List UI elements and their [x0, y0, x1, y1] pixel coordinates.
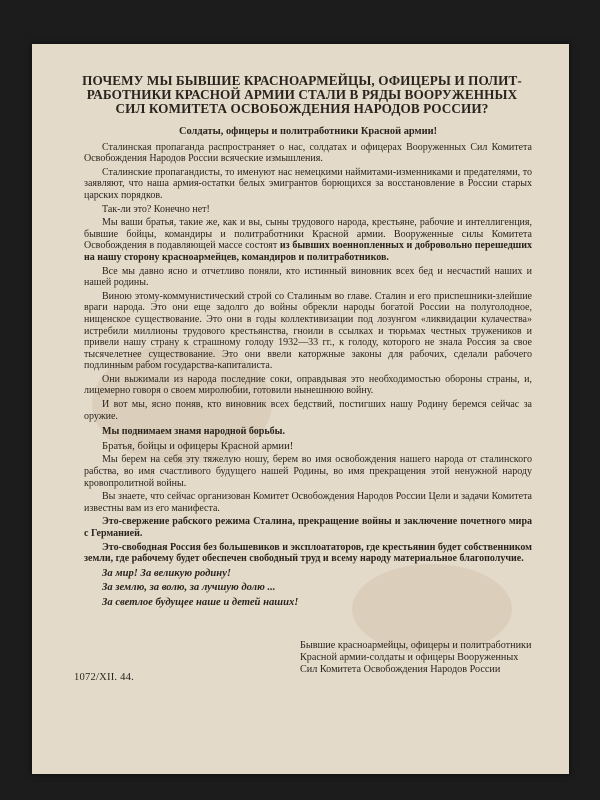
signature-line: Сил Комитета Освобождения Народов России [300, 664, 501, 676]
paragraph: Сталинские пропагандисты, то именуют нас немецкими наймитами-изменниками и предателями, то заявляют, что наша армия-остатки белых эмигрантов борющихся за восстановление в России старых царских порядков. [84, 166, 532, 201]
leaflet-body [84, 126, 532, 611]
paragraph: Все мы давно ясно и отчетливо поняли, кто истинный виновник всех бед и несчастий наших и нашей родины. [84, 265, 532, 289]
paragraph-bold: Мы поднимаем знамя народной борьбы. [102, 426, 285, 438]
title-line: ПОЧЕМУ МЫ БЫВШИЕ КРАСНОАРМЕЙЦЫ, ОФИЦЕРЫ И ПОЛИТ- [82, 73, 522, 88]
paragraph: И вот мы, ясно поняв, кто виновник всех бедствий, постигших нашу Родину беремся сейчас за оружие. [84, 399, 532, 422]
title-line: РАБОТНИКИ КРАСНОЙ АРМИИ СТАЛИ В РЯДЫ ВООРУЖЕННЫХ [86, 87, 518, 102]
address-heading: Солдаты, офицеры и политработники Красной армии! [178, 126, 438, 137]
paragraph: Мы берем на себя эту тяжелую ношу, берем во имя освобождения нашего народа от сталинского рабства, во имя счастливого будущего нашей Родины, во имя прекращения этой ненужной народу кровопролитной войны. [84, 454, 532, 489]
paragraph: Братья, бойцы и офицеры Красной армии! [102, 440, 294, 452]
leaflet-sheet [32, 44, 569, 774]
leaflet-title [72, 74, 532, 116]
paragraph: Сталинская пропаганда распространяет о нас, солдатах и офицерах Вооруженных Сил Комитета Освобождения Народов России всяческие измышления. [84, 141, 532, 165]
paragraph: Виною этому-коммунистический строй со Сталиным во главе. Сталин и его приспешники-злейшие враги народа. Это они еще задолго до войны обрекли народы богатой России на полуголодное, нищенское существование. Это они в годы коллективизации под лозунгом «ликвидации кулачества» истребили миллионы трудового крестьянства, гноили в ссылках и тюрьмах честных тружеников и привели нашу страну к страшному голоду 1932—33 гг., к голоду, которого не знала Россия за свое тысячелетнее существование. Это они ввели каторжные законы для рабочих, сделали рабочего подлинным рабом государства-капиталиста. [84, 290, 532, 372]
paragraph-bold: Это-свободная Россия без большевиков и эксплоататоров, где крестьянин будет собственником земли, где рабочему будет обеспечен свободный труд и всему народу материальное благополучие. [84, 541, 532, 565]
paragraph-part-bold: из бывших военнопленных и добровольно перешедших на нашу сторону красноармейцев, командиров и политработников. [84, 240, 533, 263]
paragraph-bold: Это-свержение рабского режима Сталина, прекращение войны и заключение почетного мира с Германией. [84, 516, 532, 539]
paragraph [84, 217, 532, 263]
signature-block [300, 640, 540, 677]
paragraph: Они выжимали из народа последние соки, оправдывая это необходимостью обороны страны, и, лицемерно говоря о своем миролюбии, готовили нынешнюю войну. [84, 373, 532, 397]
paragraph-part: Мы ваши братья, такие же, как и вы, сыны трудового народа, крестьяне, рабочие и интеллигенция, бывшие бойцы, командиры и политработники Красной армии. Вооруженные силы Комитета Освобождения в подавляющей массе состоят [84, 217, 532, 252]
paragraph: Вы знаете, что сейчас организован Комитет Освобождения Народов России Цели и задачи Комитета известны вам из его манифеста. [84, 491, 532, 514]
signature-line: Бывшие красноармейцы, офицеры и политработники [300, 640, 532, 651]
paragraph: Так-ли это? Конечно нет! [102, 203, 210, 215]
print-code: 1072/XII. 44. [74, 672, 134, 683]
signature-line: Красной армии-солдаты и офицеры Вооруженных [300, 652, 519, 664]
title-line: СИЛ КОМИТЕТА ОСВОБОЖДЕНИЯ НАРОДОВ РОССИИ? [115, 101, 489, 116]
slogan: За светлое будущее наше и детей наших! [102, 596, 299, 608]
slogan: За землю, за волю, за лучшую долю ... [102, 582, 276, 594]
slogan: За мир! За великую родину! [102, 567, 232, 579]
